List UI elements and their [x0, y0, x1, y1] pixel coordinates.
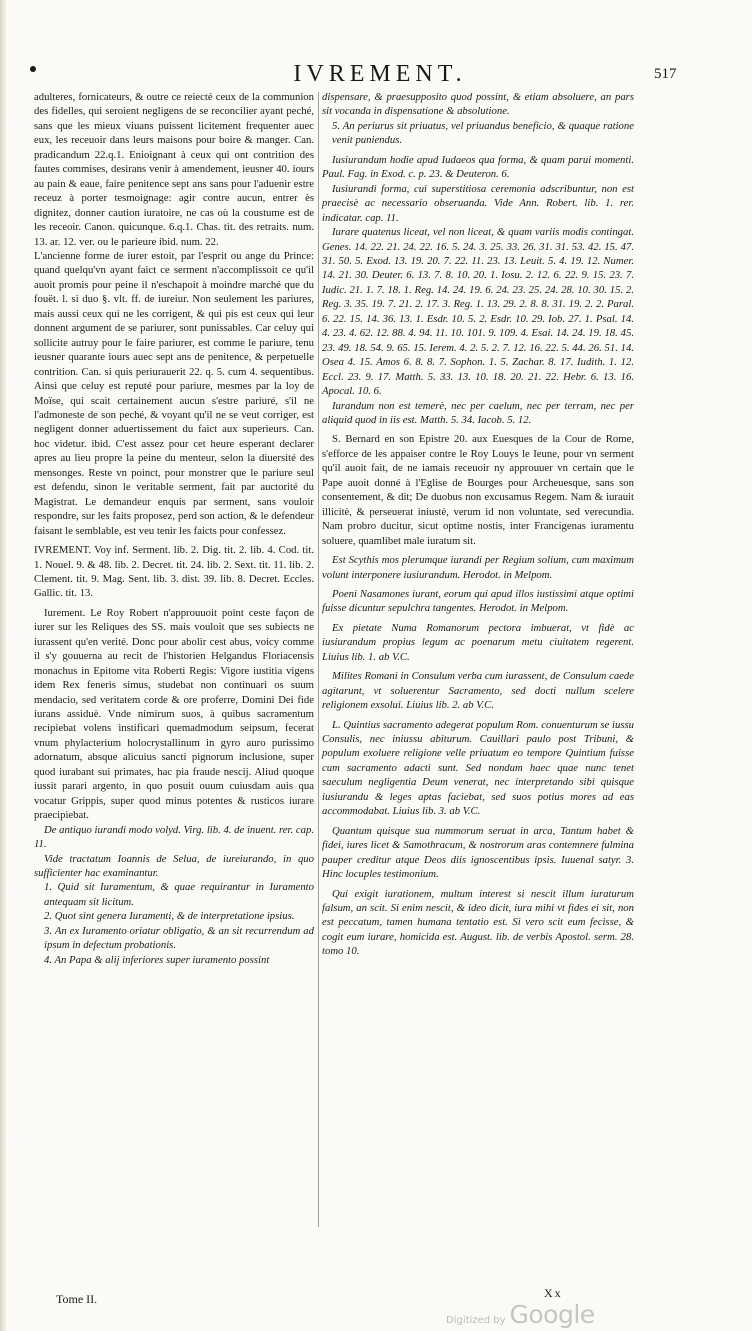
right-column: [322, 90, 634, 959]
left-column: [34, 90, 314, 967]
right-paragraph: Est Scythis mos plerumque iurandi per Regium solium, cum maximum volunt interponere iusiurandum. Herodot. in Melpom.: [322, 554, 634, 581]
left-paragraph: 3. An ex Iuramento oriatur obligatio, & an sit recurrendum ad ipsum in defectum probationis.: [44, 924, 314, 952]
watermark-prefix: Digitized by: [446, 1315, 506, 1326]
left-paragraph: 1. Quid sit Iuramentum, & quae requirantur in Iuramento antequam sit licitum.: [44, 881, 314, 908]
ink-dot: [30, 66, 36, 72]
book-spine-shadow: [0, 0, 7, 1331]
left-paragraph: L'ancienne forme de iurer estoit, par l'esprit ou ange du Prince: quand quelqu'vn ayant faict ce serment n'accomplissoit ce qu'il auoit promis pour peine il n'eschapoit à moindre marché que du fouët. l. si duo §. vlt. ff. de iureiur. Non seulement les pariures, mais aussi ceux qui ne les corrigent, & qui pis est ceux qui leur donnent argument de se pariurer, sont punissables. Car celuy qui sollicite autruy pour le faire pariurer, est comme le pariure, tenu ieusner quarante iours auec sept ans de penitence, & perpetuelle contrition. Can. si quis periurauerit 22. q. 5. cum 4. sequentibus. Ainsi que celuy est reputé pour pariure, mesmes par la loy de Moïse, qui scait certainement aucun s'estre pariuré, s'il ne l'admoneste de son peché, & voyant qu'il ne se veut corriger, est negligent donner aduertissement du faict aux superieurs. Can. hoc videtur. ibid. C'est assez pour cet heure esperant declarer apres au lieu propre la peine du menteur, selon la diuersité des mensonges. Reste vn poinct, pour monstrer que le pariure seul est defendu, sinon le veritable serment, fait par auctorité du Magistrat. Le demandeur enquis par serment, sans vouloir respondre, sur les faits proposez, perd son action, & le defendeur faisant le semblable, est veu tenir les faicts pour confessez.: [34, 249, 314, 537]
right-paragraph: Iurandum non est temerè, nec per caelum, nec per terram, nec per aliquid quod in iis est. Matth. 5. 34. Iacob. 5. 12.: [322, 399, 634, 426]
right-paragraph: L. Quintius sacramento adegerat populum Rom. conuenturum se iussu Consulis, nec iniussu abiturum. Cauillari paulo post Tribuni, & populum exoluere religione velle priuatum eo tempore Quintium fuisse cum sacramento adacti sunt. Sed nondum haec quae nunc tenet saeculum negligentia Deum venerat, nec interpretando sibi quisque iusiurandu & leges aptas faciebat, sed suos potius mores ad eas accommodabat. Liuius lib. 3. ab V.C.: [322, 718, 634, 818]
signature-mark: Xx: [544, 1286, 563, 1300]
left-paragraph: 2. Quot sint genera Iuramenti, & de interpretatione ipsius.: [44, 910, 295, 923]
left-paragraph: De antiquo iurandi modo volyd. Virg. lib. 4. de inuent. rer. cap. 11.: [34, 823, 314, 851]
google-watermark: [446, 1300, 595, 1329]
right-paragraph: 5. An periurus sit priuatus, vel priuandus beneficio, & quaque ratione venit puniendus.: [332, 119, 634, 147]
right-paragraph: Quantum quisque sua nummorum seruat in arca, Tantum habet & fidei, iures licet & Samothracum, & nostrorum aras contemnere fulmina pauper creditur atque Deos diis ignoscentibus ipsis. Iuuenal satyr. 3. Hinc locuples testimonium.: [322, 824, 634, 881]
left-paragraph: adulteres, fornicateurs, & outre ce reiecté ceux de la communion des fidelles, qui seroient negligens de se reconcilier ayant peché, sans que les mieux viuans puissent licitement frequenter auec eux, les receuoir dans leurs maisons pour boire & manger. Can. pradicandum 22.q.1. Enioignant à ceux qui ont contrition des fautes commises, desirans venir à amendement, ieusner 40. iours au pain & eaue, faire penitence sept ans sans pour l'aduenir estre receuz à porter tesmoignage: agir contre aucun, entrer ès dignitez, donner caution iuratoire, ne cas où la coustume est de les receoir. Canon. quicunque. 6.q.1. Chas. tit. des retraits. num. 13. ar. 12. ver. ou le parieure ibid. num. 22.: [34, 91, 314, 248]
right-paragraph: Iurare quatenus liceat, vel non liceat, & quam variis modis contingat. Genes. 14. 22. 21. 24. 22. 16. 5. 24. 3. 25. 33. 26. 31. 31. 53. 42. 15. 47. 31. 50. 5. Exod. 13. 19. 20. 7. 22. 11. 23. 13. Leuit. 5. 4. 19. 12. Numer. 14. 21. 30. Deuter. 6. 13. 7. 8. 10. 20. 1. Iosu. 2. 12. 6. 22. 9. 15. 23. 7. Iudic. 21. 1. 7. 18. 1. Reg. 14. 24. 19. 6. 24. 23. 25. 24. 28. 10. 30. 15. 2. Reg. 3. 35. 19. 7. 21. 2. 17. 3. Reg. 1. 13. 29. 2. 8. 8. 31. 19. 2. 2. Paral. 6. 22. 15. 14. 36. 13. 1. Esdr. 10. 5. 2. Esdr. 10. 29. Iob. 27. 1. Psal. 14. 4. 23. 4. 62. 12. 88. 4. 94. 11. 10. 101. 9. 109. 4. Esai. 14. 24. 19. 18. 45. 23. 49. 18. 54. 9. 65. 15. Ierem. 4. 2. 5. 2. 7. 12. 16. 22. 5. 44. 26. 51. 14. Osea 4. 15. Amos 6. 8. 8. 7. Sophon. 1. 5. Zachar. 8. 17. Iudith. 1. 12. Eccl. 23. 9. 17. Matth. 5. 33. 13. 10. 18. 20. 21. 22. Hebr. 6. 13. 16. Apocal. 10. 6.: [322, 226, 634, 398]
right-paragraph: Ex pietate Numa Romanorum pectora imbuerat, vt fidè ac iusiurandum propius legum ac poenarum metu ciuitatem regerent. Liuius lib. 1. ab V.C.: [322, 621, 634, 663]
left-paragraph: Vide tractatum Ioannis de Selua, de iureiurando, in quo sufficienter hac examinantur.: [34, 852, 314, 880]
right-paragraph: Iusiurandi forma, cui superstitiosa ceremonia adscribuntur, non est praecisè ac necessario obseruanda. Vide Ann. Robert. lib. 1. rer. indicatar. cap. 11.: [322, 182, 634, 224]
right-paragraph: S. Bernard en son Epistre 20. aux Euesques de la Cour de Rome, s'efforce de les appaiser contre le Roy Louys le Ieune, pour vn serment qu'il auoit fait, de ne iamais receuoir ny approuuer vn certain que le Pape auoit donné à l'Eglise de Bourges pour Archeuesque, sans son consentement, & dit; De duobus non excusamus Regem. Nam & iurauit illicitè, & perseuerat iniustè, verum id non voluntate, sed verecundia. Nam probro ducitur, sicut optime nostis, inter Francigenas iuramentu soluere, quamlibet male iuratum sit.: [322, 433, 634, 547]
right-paragraph: Milites Romani in Consulum verba cum iurassent, de Consulum caede agitarunt, vt soluerentur Sacramento, sed docti nullum scelere religionem exsolui. Liuius lib. 2. ab V.C.: [322, 670, 634, 712]
google-logo: Google: [509, 1300, 595, 1329]
right-paragraph: Qui exigit iurationem, multum interest si nescit illum iuraturum falsum, an scit. Si enim nescit, & ideo dicit, iura mihi vt fides ei sit, non est peccatum, tamen humana tentatio est. Si vero scit eum fecisse, & cogit eum iurare, homicida est. August. lib. de verbis Apostol. serm. 28. tomo 10.: [322, 887, 634, 958]
column-divider: [318, 92, 319, 1227]
right-paragraph: Iusiurandum hodie apud Iudaeos qua forma, & quam parui momenti. Paul. Fag. in Exod. c. p. 23. & Deuteron. 6.: [322, 153, 634, 181]
left-paragraph: 4. An Papa & alij inferiores super iuramento possint: [44, 953, 270, 966]
page-title: IVREMENT.: [293, 61, 467, 87]
page-number: 517: [654, 66, 677, 82]
left-paragraph: Iurement. Le Roy Robert n'approuuoit point ceste façon de iurer sur les Reliques des SS. mais vouloit que ses subiects ne iurassent qu'en verité. Donc pour abolir cest abus, voicy comme il s'y gouuerna au recit de l'historien Helgandus Floriacensis monachus in Epitome vita Roberti Regis: Vigore iustitia vigens idem Rex feneris simus, studebat non continuari os suum mendacio, sed veritatem corde & ore proferre, Domini Dei fide iurans assiduè. Vnde nimirum suos, à quibus sacramentum recipiebat volens instificari quemadmodum seipsum, fecerat vnum phylacterium holocrystallinum in gyro auro purissimo adornatum, absque alicuius sancti pignorum inclusione, super quod iurabant sui primates, hac pia fraude nescij. Aliud quoque iussit parari argento, in quo posuit ouum cuiusdam auis qua vocatur Grippis, super quod minus potentes & rusticos iurare praecipiebat.: [34, 606, 314, 822]
left-paragraph: IVREMENT. Voy inf. Serment. lib. 2. Dig. tit. 2. lib. 4. Cod. tit. 1. Nouel. 9. & 48. lib. 2. Decret. tit. 24. lib. 2. Sext. tit. 11. lib. 2. Clement. tit. 9. Mag. Sent. lib. 3. dist. 39. lib. 8. Decret. Eccles. Gallic. tit. 13.: [34, 544, 314, 600]
right-paragraph: dispensare, & praesupposito quod possint, & etiam absoluere, an pars sit vocanda in dispensatione & absolutione.: [322, 91, 634, 118]
volume-label: Tome II.: [56, 1292, 98, 1306]
right-paragraph: Poeni Nasamones iurant, eorum qui apud illos iustissimi atque optimi fuisse dicuntur sepulchra tangentes. Herodot. in Melpom.: [322, 587, 634, 615]
